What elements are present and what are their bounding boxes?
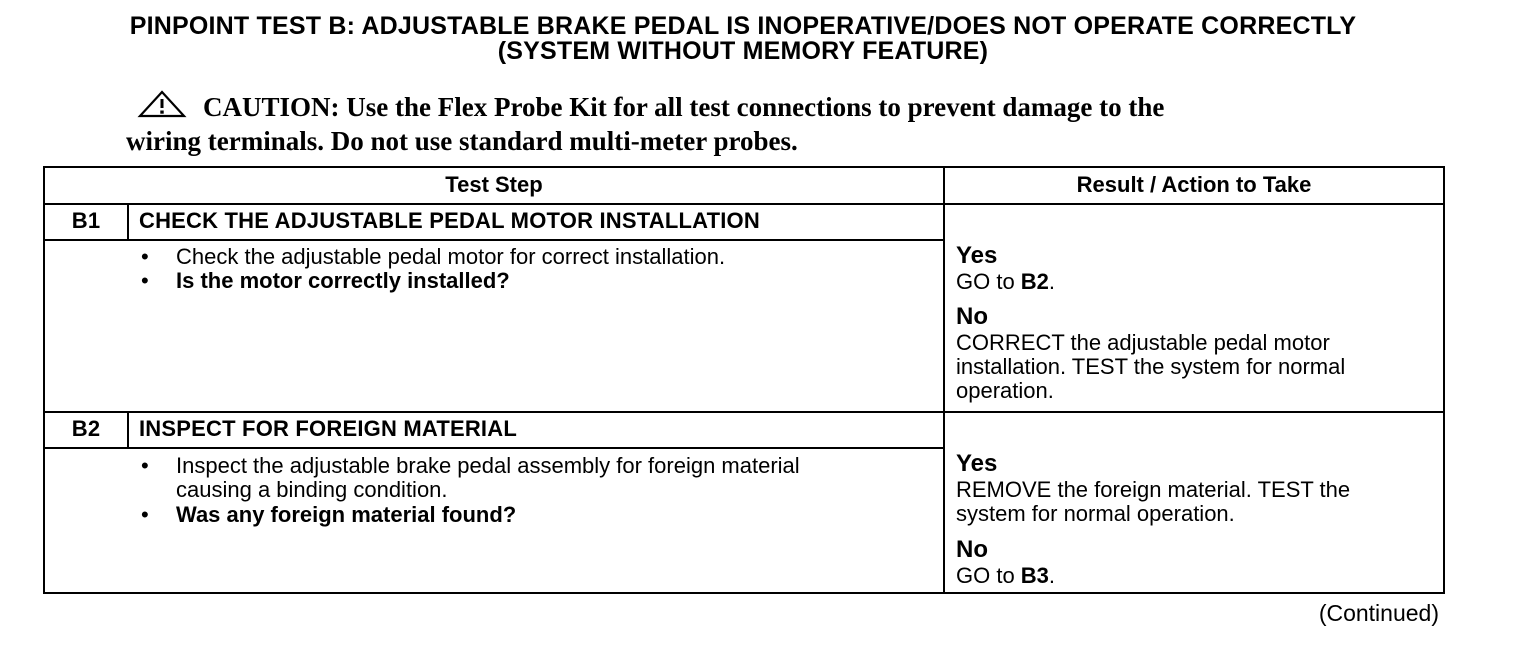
b1-no-action-line-1: CORRECT the adjustable pedal motor bbox=[956, 330, 1330, 355]
b1-question: Is the motor correctly installed? bbox=[176, 268, 510, 293]
b1-instruction: Check the adjustable pedal motor for correct installation. bbox=[176, 244, 726, 269]
b2-title-divider bbox=[45, 447, 943, 449]
bullet-icon: • bbox=[141, 453, 149, 478]
header-result-action: Result / Action to Take bbox=[1076, 172, 1312, 197]
b1-no-label: No bbox=[956, 303, 988, 330]
caution-text-line-1: CAUTION: Use the Flex Probe Kit for all test connections to prevent damage to the bbox=[203, 92, 1165, 122]
page-title-line-2: (SYSTEM WITHOUT MEMORY FEATURE) bbox=[497, 37, 989, 65]
header-test-step: Test Step bbox=[445, 172, 543, 197]
pinpoint-test-table bbox=[43, 166, 1445, 594]
page-title-line-1: PINPOINT TEST B: ADJUSTABLE BRAKE PEDAL IS INOPERATIVE/DOES NOT OPERATE CORRECTLY bbox=[129, 12, 1357, 40]
b2-no-label: No bbox=[956, 536, 988, 563]
b2-instruction-line-2: causing a binding condition. bbox=[176, 477, 448, 502]
b1-yes-action: GO to B2. bbox=[956, 269, 1056, 294]
b2-instruction-line-1: Inspect the adjustable brake pedal assembly for foreign material bbox=[176, 453, 800, 478]
step-id-b2: B2 bbox=[71, 416, 101, 441]
result-column-divider bbox=[943, 168, 945, 592]
b1-id-divider bbox=[127, 203, 129, 239]
warning-triangle-icon bbox=[137, 89, 187, 126]
b1-title-divider bbox=[45, 239, 943, 241]
b2-goto-target: B3 bbox=[1020, 563, 1049, 588]
b1-goto-target: B2 bbox=[1020, 269, 1049, 294]
bullet-icon: • bbox=[141, 244, 149, 269]
b2-no-action: GO to B3. bbox=[956, 563, 1056, 588]
step-divider bbox=[45, 411, 1443, 413]
b1-no-action-line-2: installation. TEST the system for normal bbox=[956, 354, 1346, 379]
step-title-b2: INSPECT FOR FOREIGN MATERIAL bbox=[139, 416, 517, 441]
b1-yes-label: Yes bbox=[956, 242, 998, 269]
step-title-b1: CHECK THE ADJUSTABLE PEDAL MOTOR INSTALLATION bbox=[139, 208, 760, 233]
b2-yes-label: Yes bbox=[956, 450, 998, 477]
b2-id-divider bbox=[127, 411, 129, 447]
bullet-icon: • bbox=[141, 502, 149, 527]
b2-yes-action-line-1: REMOVE the foreign material. TEST the bbox=[956, 477, 1351, 502]
continued-note: (Continued) bbox=[1318, 600, 1439, 626]
caution-note-line-1 bbox=[137, 92, 1164, 126]
b1-no-action-line-3: operation. bbox=[956, 378, 1054, 403]
header-divider bbox=[45, 203, 1443, 205]
b2-yes-action-line-2: system for normal operation. bbox=[956, 501, 1235, 526]
bullet-icon: • bbox=[141, 268, 149, 293]
b2-question: Was any foreign material found? bbox=[176, 502, 517, 527]
step-id-b1: B1 bbox=[71, 208, 101, 233]
caution-text-line-2: wiring terminals. Do not use standard multi-meter probes. bbox=[126, 126, 798, 156]
